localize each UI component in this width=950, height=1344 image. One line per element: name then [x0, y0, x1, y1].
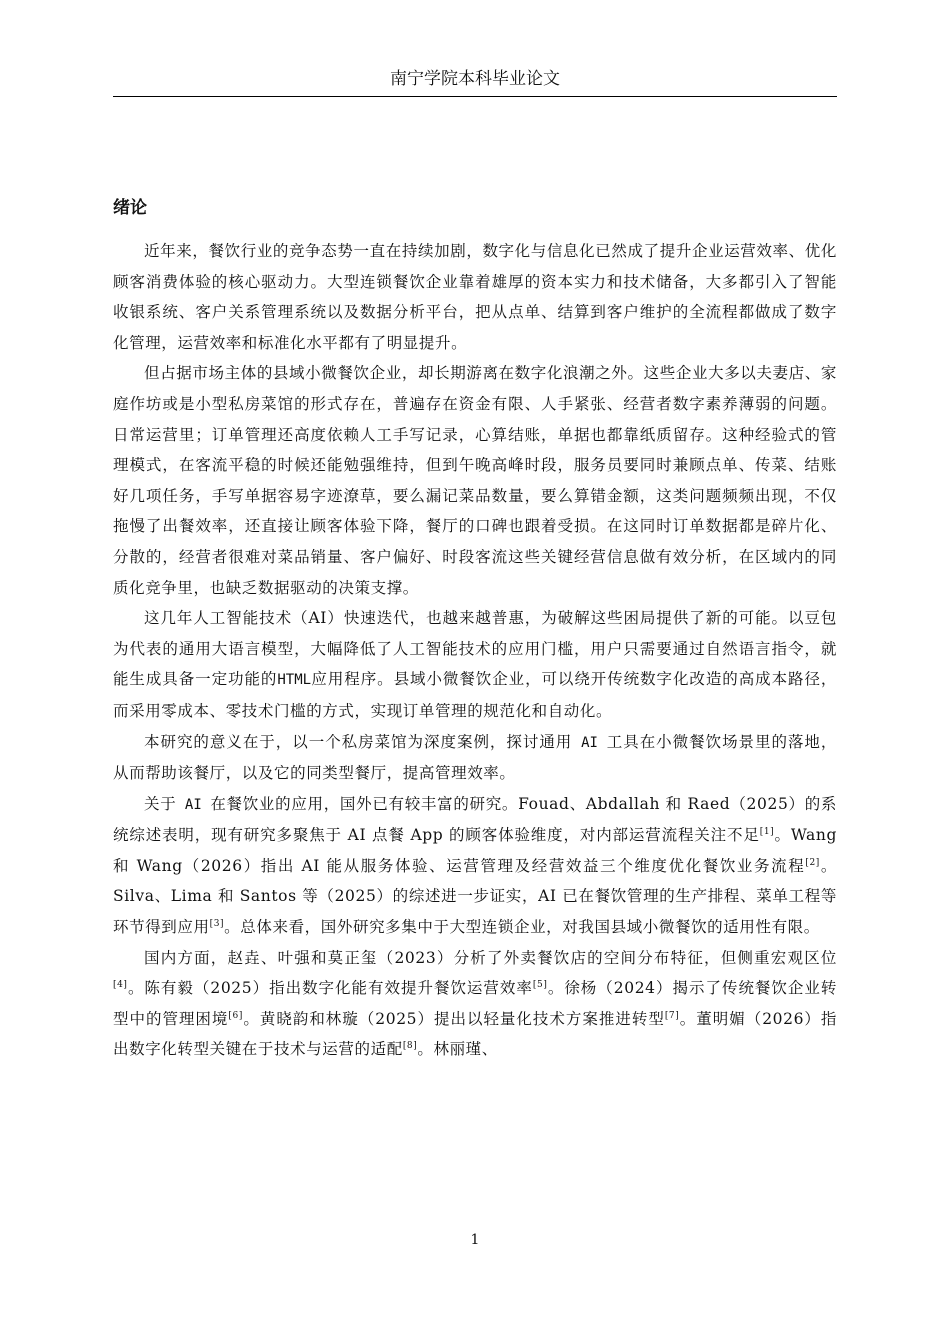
- paragraph-text: 。董明媚（2026）指出数字化转型关键在于技术与运营的适配: [113, 1009, 838, 1059]
- body-paragraph: [113, 603, 837, 726]
- paragraph-text: 国内方面，赵垚、叶强和莫正玺（2023）分析了外卖餐饮店的空间分布特征，但侧重宏观区位: [144, 948, 837, 967]
- citation-marker: [2]: [805, 857, 820, 868]
- paragraph-text: 。陈有毅（2025）指出数字化能有效提升餐饮运营效率: [127, 979, 533, 998]
- body-paragraph: [113, 727, 837, 789]
- paragraph-text: 近年来，餐饮行业的竞争态势一直在持续加剧，数字化与信息化已然成了提升企业运营效率、优化顾客消费体验的核心驱动力。大型连锁餐饮企业靠着雄厚的资本实力和技术储备，大多都引入了智能收银系统、客户关系管理系统以及数据分析平台，把从点单、结算到客户维护的全流程都做成了数字化管理，运营效率和标准化水平都有了明显提升。: [113, 242, 837, 352]
- citation-marker: [4]: [113, 980, 128, 991]
- paragraph-text: 。徐杨（2024）揭示了传统餐饮企业转型中的管理困境: [113, 979, 837, 1028]
- citation-marker: [8]: [402, 1041, 418, 1052]
- citation-marker: [3]: [209, 918, 225, 929]
- page-header: [113, 66, 837, 97]
- latin-text: AI: [176, 796, 211, 813]
- paragraph-text: 但占据市场主体的县域小微餐饮企业，却长期游离在数字化浪潮之外。这些企业大多以夫妻店、家庭作坊或是小型私房菜馆的形式存在，普遍存在资金有限、人手紧张、经营者数字素养薄弱的问题。日常运营里；订单管理还高度依赖人工手写记录，心算结账，单据也都靠纸质留存。这种经验式的管理模式，在客流平稳的时候还能勉强维持，但到午晚高峰时段，服务员要同时兼顾点单、传菜、结账好几项任务，手写单据容易字迹潦草，要么漏记菜品数量，要么算错金额，这类问题频频出现，不仅拖慢了出餐效率，还直接让顾客体验下降，餐厅的口碑也跟着受损。在这同时订单数据都是碎片化、分散的，经营者很难对菜品销量、客户偏好、时段客流这些关键经营信息做有效分析，在区域内的同质化竞争里，也缺乏数据驱动的决策支撑。: [113, 364, 837, 597]
- body-paragraph: [113, 236, 837, 358]
- citation-marker: [1]: [759, 827, 775, 838]
- citation-marker: [6]: [228, 1010, 243, 1021]
- latin-text: AI: [572, 734, 607, 751]
- paragraph-text: 。Wang 和 Wang（2026）指出 AI 能从服务体验、运营管理及经营效益三个维度优化餐饮业务流程: [113, 826, 837, 875]
- body-paragraph: [113, 358, 837, 603]
- paragraph-text: 这几年人工智能技术（AI）快速迭代，也越来越普惠，为破解这些困局提供了新的可能。以豆包为代表的通用大语言模型，大幅降低了人工智能技术的应用门槛，用户只需要通过自然语言指令，就能生成具备一定功能的: [113, 609, 837, 689]
- paragraph-text: 。黄晓韵和林璇（2025）提出以轻量化技术方案推进转型: [242, 1009, 665, 1028]
- header-title: 南宁学院本科毕业论文: [390, 69, 560, 89]
- body-text: [113, 236, 837, 1065]
- paragraph-text: 工具在小微餐饮场景里的落地，从而帮助该餐厅，以及它的同类型餐厅，提高管理效率。: [113, 732, 838, 783]
- paragraph-text: 在餐饮业的应用，国外已有较丰富的研究。Fouad、Abdallah 和 Raed（2025）的系统综述表明，现有研究多聚焦于 AI 点餐 App 的顾客体验维度，对内部运营流程关注不足: [113, 794, 838, 845]
- paragraph-text: 关于: [144, 794, 177, 813]
- page-number: 1: [470, 1232, 480, 1248]
- citation-marker: [7]: [664, 1010, 680, 1021]
- paragraph-text: 应用程序。县域小微餐饮企业，可以绕开传统数字化改造的高成本路径，而采用零成本、零技术门槛的方式，实现订单管理的规范化和自动化。: [113, 670, 837, 720]
- paragraph-text: 。Silva、Lima 和 Santos 等（2025）的综述进一步证实，AI 已在餐饮管理的生产排程、菜单工程等环节得到应用: [113, 856, 837, 937]
- paragraph-text: 。总体来看，国外研究多集中于大型连锁企业，对我国县域小微餐饮的适用性有限。: [224, 918, 820, 937]
- body-paragraph: [113, 943, 837, 1065]
- section-heading: 绪论: [113, 198, 147, 218]
- body-paragraph: [113, 789, 837, 943]
- paragraph-text: 本研究的意义在于，以一个私房菜馆为深度案例，探讨通用: [144, 732, 573, 751]
- latin-text: HTML: [277, 672, 312, 689]
- paragraph-text: 。林丽瑾、: [417, 1040, 498, 1059]
- citation-marker: [5]: [532, 980, 548, 991]
